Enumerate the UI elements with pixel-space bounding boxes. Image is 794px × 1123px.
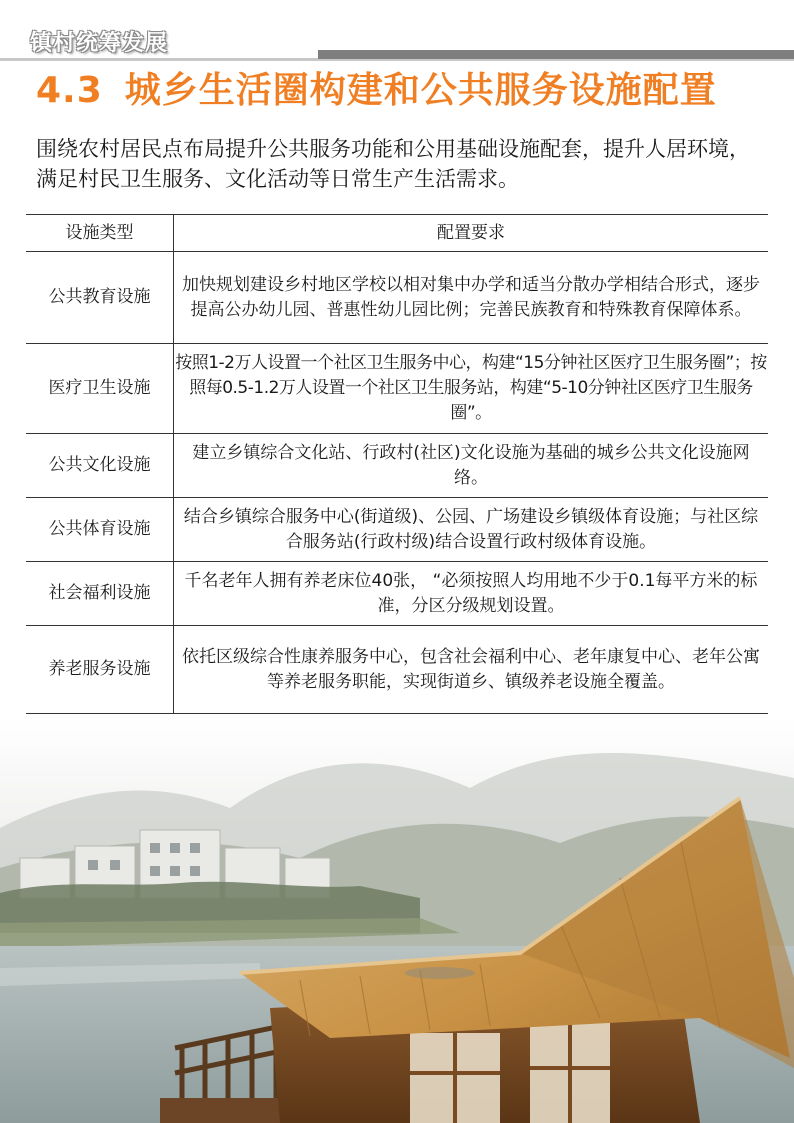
cell-requirement: 结合乡镇综合服务中心(街道级)、公园、广场建设乡镇级体育设施；与社区综合服务站(行政村级)结合设置行政村级体育设施。	[174, 498, 769, 562]
cell-facility-type: 公共体育设施	[26, 498, 174, 562]
table-row	[26, 498, 768, 562]
facilities-table	[26, 214, 768, 714]
page-title	[36, 62, 717, 113]
cell-requirement: 建立乡镇综合文化站、行政村(社区)文化设施为基础的城乡公共文化设施网络。	[174, 434, 769, 498]
intro-paragraph: 围绕农村居民点布局提升公共服务功能和公用基础设施配套，提升人居环境，满足村民卫生服务、文化活动等日常生产生活需求。	[36, 137, 750, 191]
section-number: 4.3	[36, 70, 103, 111]
table-row	[26, 344, 768, 434]
cell-facility-type: 公共教育设施	[26, 252, 174, 344]
cell-requirement: 按照1-2万人设置一个社区卫生服务中心，构建“15分钟社区医疗卫生服务圈”；按照每0.5-1.2万人设置一个社区卫生服务站，构建“5-10分钟社区医疗卫生服务圈”。	[174, 344, 769, 434]
cell-facility-type: 公共文化设施	[26, 434, 174, 498]
cell-facility-type: 养老服务设施	[26, 626, 174, 714]
table-row	[26, 562, 768, 626]
table-header-row	[26, 215, 768, 252]
cell-requirement: 千名老年人拥有养老床位40张， “必须按照人均用地不少于0.1每平方米的标准，分区分级规划设置。	[174, 562, 769, 626]
cell-requirement: 依托区级综合性康养服务中心，包含社会福利中心、老年康复中心、老年公寓等养老服务职能，实现街道乡、镇级养老设施全覆盖。	[174, 626, 769, 714]
cell-facility-type: 医疗卫生设施	[26, 344, 174, 434]
header-divider-thick	[318, 50, 794, 59]
table-row	[26, 434, 768, 498]
table-row	[26, 252, 768, 344]
cell-facility-type: 社会福利设施	[26, 562, 174, 626]
table-row	[26, 626, 768, 714]
village-landscape-photo	[0, 718, 794, 1123]
section-title-text: 城乡生活圈构建和公共服务设施配置	[124, 70, 717, 111]
section-label: 镇村统筹发展	[30, 31, 169, 56]
cell-requirement: 加快规划建设乡村地区学校以相对集中办学和适当分散办学相结合形式，逐步提高公办幼儿园、普惠性幼儿园比例；完善民族教育和特殊教育保障体系。	[174, 252, 769, 344]
header-requirement: 配置要求	[174, 215, 769, 252]
header-facility-type: 设施类型	[26, 215, 174, 252]
